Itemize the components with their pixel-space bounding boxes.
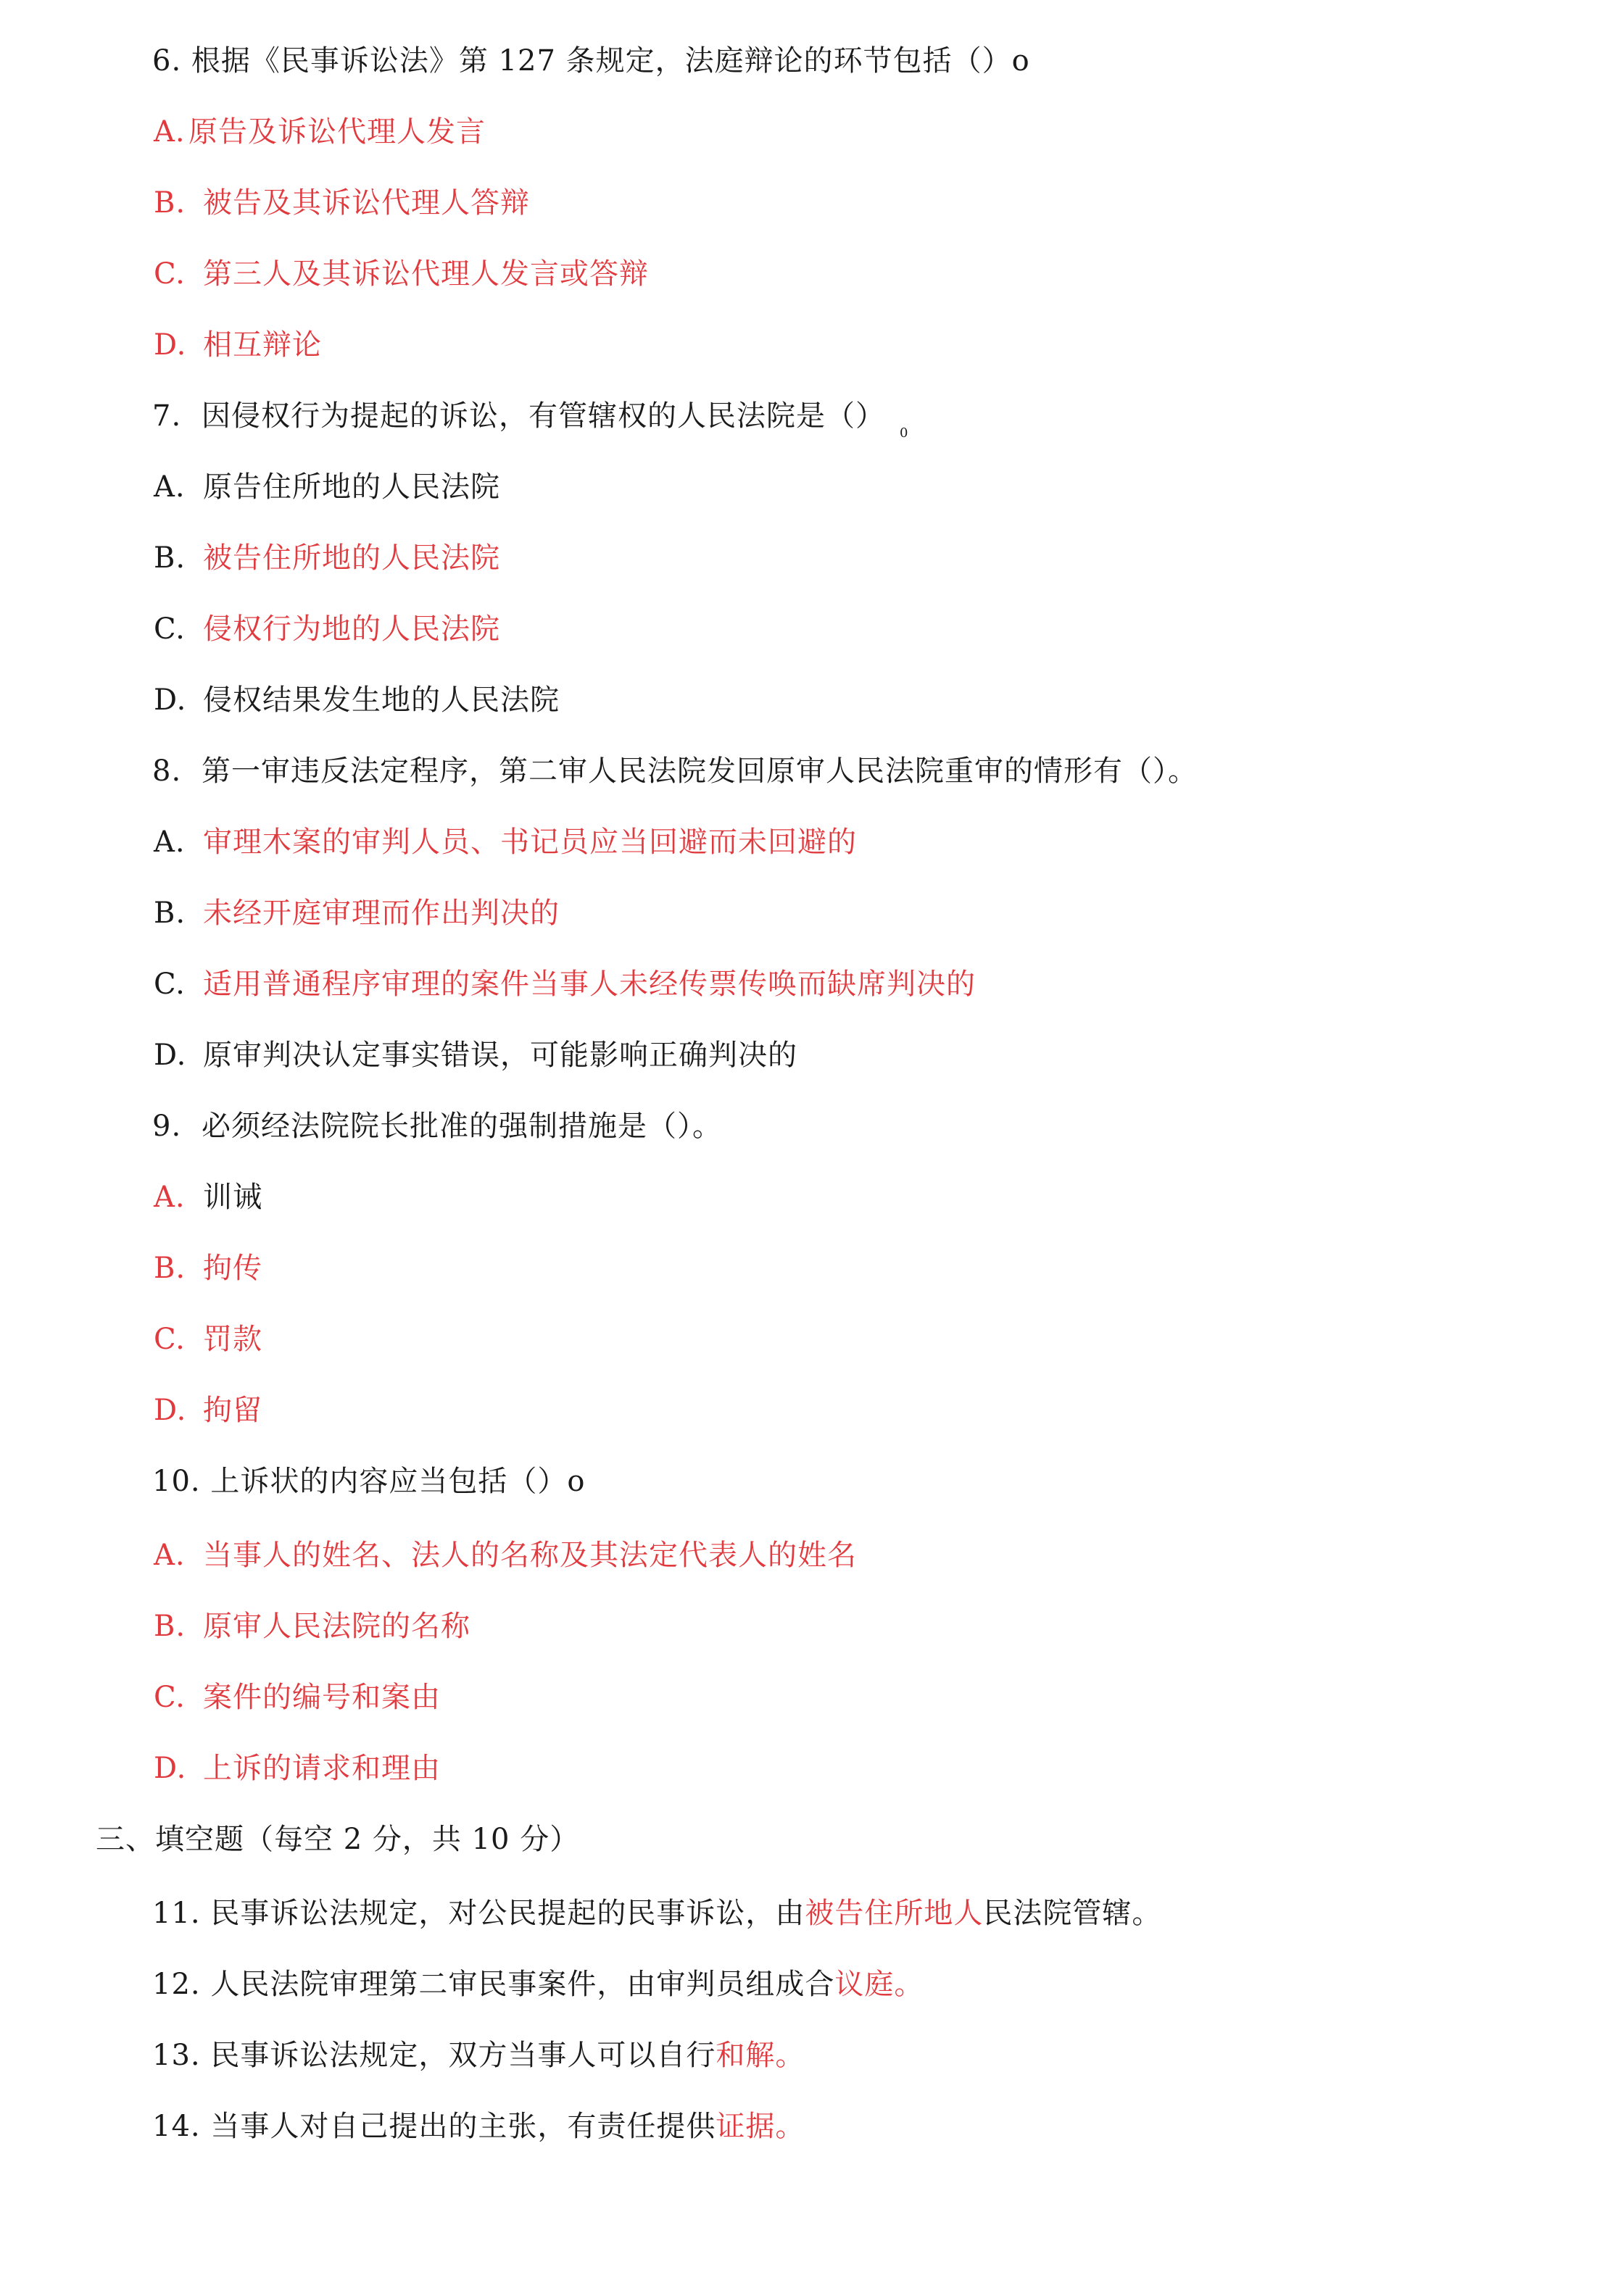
question-9-text: 必须经法院院长批准的强制措施是（）。 (202, 1110, 722, 1143)
question-6 (152, 41, 1030, 81)
option-letter: A. (154, 115, 186, 149)
option-text: 审理木案的审判人员、书记员应当回避而未回避的 (203, 825, 857, 859)
q7-option-b (154, 538, 500, 578)
q10-option-d (154, 1748, 441, 1789)
question-11-after: 民法院管辖。 (983, 1897, 1162, 1930)
option-letter: D. (154, 1752, 187, 1785)
question-14-text: 14. 当事人对自己提出的主张，有责任提供 (152, 2110, 716, 2143)
q10-option-a (154, 1535, 857, 1576)
q10-option-b (154, 1606, 470, 1647)
q8-option-d (154, 1035, 797, 1076)
section-heading-fill-in (96, 1819, 579, 1860)
question-7-text: 因侵权行为提起的诉讼，有管辖权的人民法院是（） (202, 399, 885, 433)
question-8 (152, 751, 1198, 791)
option-text: 被告住所地的人民法院 (203, 541, 500, 575)
option-text: 罚款 (203, 1323, 262, 1356)
q6-option-d (154, 325, 322, 365)
q7-option-a (154, 467, 500, 507)
option-text: 原告及诉讼代理人发言 (188, 115, 486, 149)
option-text: 上诉的请求和理由 (203, 1752, 441, 1785)
question-13 (152, 2035, 805, 2076)
option-letter: A. (154, 825, 186, 859)
question-number: 7. (152, 399, 182, 433)
option-text: 未经开庭审理而作出判决的 (203, 897, 560, 930)
section-heading-text: 三、填空题（每空 2 分，共 10 分） (96, 1823, 580, 1856)
question-11-text: 11. 民事诉讼法规定，对公民提起的民事诉讼，由 (152, 1897, 805, 1930)
question-number: 9. (152, 1110, 182, 1143)
question-9 (152, 1106, 722, 1147)
option-text: 原告住所地的人民法院 (203, 470, 500, 504)
question-11 (152, 1893, 1161, 1934)
option-text: 拘传 (203, 1252, 262, 1285)
option-text: 相互辩论 (203, 328, 322, 362)
option-letter: B. (154, 541, 186, 575)
q8-option-a (154, 822, 857, 862)
question-12 (152, 1964, 924, 2005)
question-6-text: 6. 根据《民事诉讼法》第 127 条规定，法庭辩论的环节包括（）o (152, 44, 1030, 78)
option-letter: B. (154, 1610, 186, 1643)
option-letter: C. (154, 968, 186, 1001)
q6-option-c (154, 254, 649, 294)
option-letter: B. (154, 897, 186, 930)
question-13-text: 13. 民事诉讼法规定，双方当事人可以自行 (152, 2039, 716, 2072)
option-letter: C. (154, 1323, 186, 1356)
option-letter: D. (154, 328, 187, 362)
q6-option-a (154, 112, 486, 152)
question-11-answer: 被告住所地人 (805, 1897, 984, 1930)
question-7 (152, 396, 908, 454)
q7-option-c (154, 609, 500, 649)
option-letter: B. (154, 186, 186, 220)
option-text: 原审判决认定事实错误，可能影响正确判决的 (203, 1039, 797, 1072)
option-text: 被告及其诉讼代理人答辩 (203, 186, 530, 220)
option-letter: C. (154, 257, 186, 291)
question-number: 8. (152, 754, 182, 788)
option-text: 当事人的姓名、法人的名称及其法定代表人的姓名 (203, 1539, 857, 1572)
q8-option-c (154, 964, 976, 1004)
option-text: 原审人民法院的名称 (203, 1610, 470, 1643)
option-letter: D. (154, 1394, 187, 1427)
option-text: 适用普通程序审理的案件当事人未经传票传唤而缺席判决的 (203, 968, 976, 1001)
q9-option-a (154, 1177, 262, 1218)
option-letter: D. (154, 1039, 187, 1072)
option-letter: C. (154, 612, 186, 646)
option-letter: A. (154, 1181, 186, 1214)
option-text: 案件的编号和案由 (203, 1681, 441, 1714)
question-8-text: 第一审违反法定程序，第二审人民法院发回原审人民法院重审的情形有（）。 (202, 754, 1198, 788)
option-text: 训诫 (203, 1181, 262, 1214)
option-letter: A. (154, 1539, 186, 1572)
q10-option-c (154, 1677, 441, 1718)
question-7-trail: 0 (900, 425, 909, 441)
q6-option-b (154, 183, 530, 223)
q9-option-c (154, 1319, 262, 1360)
question-14-answer: 证据。 (716, 2110, 805, 2143)
question-10-text: 10. 上诉状的内容应当包括（）o (152, 1465, 586, 1498)
option-text: 第三人及其诉讼代理人发言或答辩 (203, 257, 649, 291)
option-letter: D. (154, 683, 187, 717)
option-text: 侵权行为地的人民法院 (203, 612, 500, 646)
option-letter: C. (154, 1681, 186, 1714)
question-14 (152, 2106, 805, 2147)
q8-option-b (154, 893, 560, 933)
option-letter: A. (154, 470, 186, 504)
q9-option-b (154, 1248, 262, 1289)
option-letter: B. (154, 1252, 186, 1285)
q7-option-d (154, 680, 560, 720)
question-12-answer: 议庭。 (834, 1968, 924, 2001)
option-text: 拘留 (203, 1394, 262, 1427)
q9-option-d (154, 1390, 262, 1431)
option-text: 侵权结果发生地的人民法院 (203, 683, 560, 717)
question-10 (152, 1461, 585, 1502)
question-12-text: 12. 人民法院审理第二审民事案件，由审判员组成合 (152, 1968, 835, 2001)
question-13-answer: 和解。 (716, 2039, 805, 2072)
